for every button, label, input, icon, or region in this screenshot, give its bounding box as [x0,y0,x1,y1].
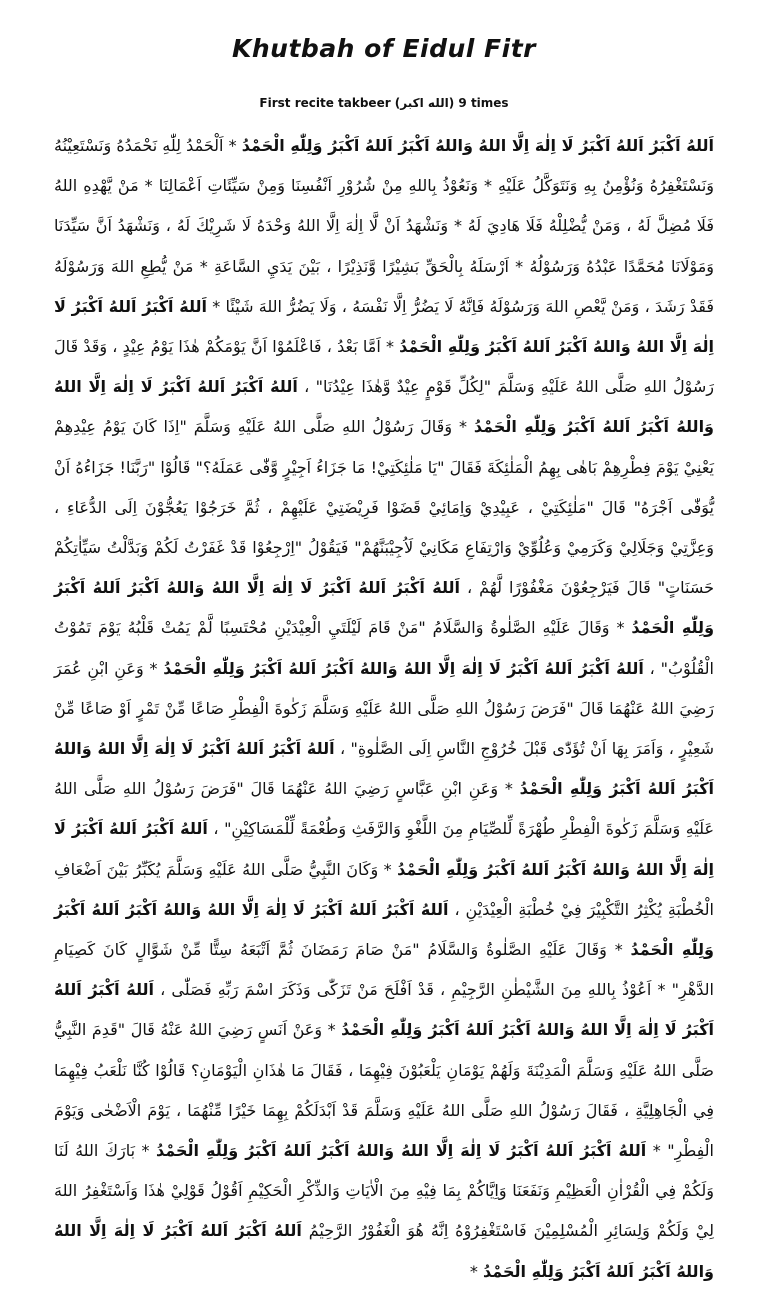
instruction-subtitle: First recite takbeer (الله اكبر) 9 times [259,96,509,110]
khutbah-passage: * اَلْحَمْدُ لِلّٰهِ نَحْمَدُهُ وَنَسْتَعِيْنُهُ وَنَسْتَغْفِرُهُ وَنُؤْمِنُ بِهِ وَنَتَوَكَّلُ عَلَيْهِ * وَنَعُوْذُ بِاللهِ مِنْ شُرُوْرِ اَنْفُسِنَا وَمِنْ سَيِّئَاتِ اَعْمَالِنَا * مَنْ يَّهْدِهِ اللهُ فَلَا مُضِلَّ لَهُ ، وَمَنْ يُّضْلِلْهُ فَلَا هَادِيَ لَهُ * وَنَشْهَدُ اَنْ لَّا اِلٰهَ اِلَّا اللهُ وَحْدَهُ لَا شَرِيْكَ لَهُ ، وَنَشْهَدُ اَنَّ سَيِّدَنَا وَمَوْلَانَا مُحَمَّدًا عَبْدُهُ وَرَسُوْلُهُ * اَرْسَلَهُ بِالْحَقِّ بَشِيْرًا وَّنَذِيْرًا ، بَيْنَ يَدَيِ السَّاعَةِ * مَنْ يُّطِعِ اللهَ وَرَسُوْلَهُ فَقَدْ رَشَدَ ، وَمَنْ يَّعْصِ اللهَ وَرَسُوْلَهُ فَاِنَّهُ لَا يَضُرُّ اِلَّا نَفْسَهُ ، وَلَا يَضُرُّ اللهَ شَيْئًا * [54,136,715,316]
takbeer-phrase: اَللهُ اَكْبَرُ اَللهُ اَكْبَرُ لَا اِلٰهَ اِلَّا اللهُ وَاللهُ اَكْبَرُ اَللهُ اَكْبَرُ وَلِلّٰهِ الْحَمْدُ [54,1221,714,1281]
khutbah-passage: * وَكَانَ النَّبِيُّ صَلَّى اللهُ عَلَيْهِ وَسَلَّمَ يُكَبِّرُ بَيْنَ اَضْعَافِ الْخُطْبَةِ يُكْثِرُ التَّكْبِيْرَ فِيْ خُطْبَةِ الْعِيْدَيْنِ ، [54,859,714,919]
takbeer-phrase: اَللهُ اَكْبَرُ اَللهُ اَكْبَرُ لَا اِلٰهَ اِلَّا اللهُ وَاللهُ اَكْبَرُ اَللهُ اَكْبَرُ وَلِلّٰهِ الْحَمْدُ [163,658,644,678]
khutbah-passage: * وَقَالَ رَسُوْلُ اللهِ صَلَّى اللهُ عَلَيْهِ وَسَلَّمَ "اِذَا كَانَ يَوْمُ عِيْدِهِمْ يَعْنِيْ يَوْمَ فِطْرِهِمْ بَاهٰى بِهِمُ الْمَلٰئِكَةَ فَقَالَ "يَا مَلٰئِكَتِيْ! مَا جَزَاءُ اَجِيْرٍ وَّفّٰى عَمَلَهُ؟" قَالُوْا "رَبَّنَا! جَزَاءُهُ اَنْ يُّوَفّٰى اَجْرَهُ" قَالَ "مَلٰئِكَتِيْ ، عَبِيْدِيْ وَاِمَائِيْ قَضَوْا فَرِيْضَتِيْ عَلَيْهِمْ ، ثُمَّ خَرَجُوْا يَعُجُّوْنَ اِلَى الدُّعَاءِ ، وَعِزَّتِيْ وَجَلَالِيْ وَكَرَمِيْ وَعُلُوِّيْ وَارْتِفَاعِ مَكَانِيْ لَاُجِيْبَنَّهُمْ" فَيَقُوْلُ "اِرْجِعُوْا قَدْ غَفَرْتُ لَكُمْ وَبَدَّلْتُ سَيِّاٰتِكُمْ حَسَنَاتٍ" قَالَ فَيَرْجِعُوْنَ مَغْفُوْرًا لَّهُمْ ، [54,417,715,598]
takbeer-phrase: اَللهُ اَكْبَرُ اَللهُ اَكْبَرُ لَا اِلٰهَ اِلَّا اللهُ وَاللهُ اَكْبَرُ اَللهُ اَكْبَرُ وَلِلّٰهِ الْحَمْدُ [54,899,715,960]
khutbah-passage: * [469,1261,484,1281]
takbeer-phrase: اَللهُ اَكْبَرُ اَللهُ اَكْبَرُ لَا اِلٰهَ اِلَّا اللهُ وَاللهُ اَكْبَرُ اَللهُ اَكْبَرُ وَلِلّٰهِ الْحَمْدُ [241,136,714,155]
takbeer-phrase: اَللهُ اَكْبَرُ اَللهُ اَكْبَرُ لَا اِلٰهَ اِلَّا اللهُ وَاللهُ اَكْبَرُ اَللهُ اَكْبَرُ وَلِلّٰهِ الْحَمْدُ [54,296,714,357]
takbeer-phrase: اَللهُ اَكْبَرُ اَللهُ اَكْبَرُ لَا اِلٰهَ اِلَّا اللهُ وَاللهُ اَكْبَرُ اَللهُ اَكْبَرُ وَلِلّٰهِ الْحَمْدُ [54,377,714,437]
page-title: Khutbah of Eidul Fitr [232,34,536,63]
khutbah-passage: * وَعَنْ اَنَسٍ رَضِيَ اللهُ عَنْهُ قَالَ "قَدِمَ النَّبِيُّ صَلَّى اللهُ عَلَيْهِ وَسَلَّمَ الْمَدِيْنَةَ وَلَهُمْ يَوْمَانِ يَلْعَبُوْنَ فِيْهِمَا ، فَقَالَ مَا هٰذَانِ الْيَوْمَانِ؟ قَالُوْا كُنَّا نَلْعَبُ فِيْهِمَا فِي الْجَاهِلِيَّةِ ، فَقَالَ رَسُوْلُ اللهِ صَلَّى اللهُ عَلَيْهِ وَسَلَّمَ قَدْ اَبْدَلَكُمْ بِهِمَا خَيْرًا مِّنْهُمَا ، يَوْمَ الْاَضْحٰى وَيَوْمَ الْفِطْرِ" * [54,1020,715,1161]
takbeer-phrase: اَللهُ اَكْبَرُ اَللهُ اَكْبَرُ لَا اِلٰهَ اِلَّا اللهُ وَاللهُ اَكْبَرُ اَللهُ اَكْبَرُ وَلِلّٰهِ الْحَمْدُ [156,1141,647,1161]
takbeer-phrase: اَللهُ اَكْبَرُ اَللهُ اَكْبَرُ لَا اِلٰهَ اِلَّا اللهُ وَاللهُ اَكْبَرُ اَللهُ اَكْبَرُ وَلِلّٰهِ الْحَمْدُ [54,819,714,879]
khutbah-passage: * وَقَالَ عَلَيْهِ الصَّلٰوةُ وَالسَّلَامُ "مَنْ صَامَ رَمَضَانَ ثُمَّ اَتْبَعَهُ سِتًّا مِّنْ شَوَّالٍ كَانَ كَصِيَامِ الدَّهْرِ" * اَعُوْذُ بِاللهِ مِنَ الشَّيْطٰنِ الرَّجِيْمِ ، قَدْ اَفْلَحَ مَنْ تَزَكّٰى وَذَكَرَ اسْمَ رَبِّهِ فَصَلّٰى ، [54,940,714,1000]
khutbah-passage: * اَمَّا بَعْدُ ، فَاعْلَمُوْا اَنَّ يَوْمَكُمْ هٰذَا يَوْمُ عِيْدٍ ، وَقَدْ قَالَ رَسُوْلُ اللهِ صَلَّى اللهُ عَلَيْهِ وَسَلَّمَ "لِكُلِّ قَوْمٍ عِيْدٌ وَّهٰذَا عِيْدُنَا" ، [54,337,715,397]
takbeer-phrase: اَللهُ اَكْبَرُ اَللهُ اَكْبَرُ لَا اِلٰهَ اِلَّا اللهُ وَاللهُ اَكْبَرُ اَللهُ اَكْبَرُ وَلِلّٰهِ الْحَمْدُ [54,980,714,1040]
khutbah-passage: * بَارَكَ اللهُ لَنَا وَلَكُمْ فِي الْقُرْاٰنِ الْعَظِيْمِ وَنَفَعَنَا وَاِيَّاكُمْ بِمَا فِيْهِ مِنَ الْاٰيَاتِ وَالذِّكْرِ الْحَكِيْمِ اَقُوْلُ قَوْلِيْ هٰذَا وَاَسْتَغْفِرُ اللهَ لِيْ وَلَكُمْ وَلِسَائِرِ الْمُسْلِمِيْنَ فَاسْتَغْفِرُوْهُ اِنَّهُ هُوَ الْغَفُوْرُ الرَّحِيْمُ [54,1141,714,1241]
khutbah-text [54,126,715,1281]
khutbah-passage: * وَعَنِ ابْنِ عُمَرَ رَضِيَ اللهُ عَنْهُمَا قَالَ "فَرَضَ رَسُوْلُ اللهِ صَلَّى اللهُ عَلَيْهِ وَسَلَّمَ زَكٰوةَ الْفِطْرِ صَاعًا مِّنْ تَمْرٍ اَوْ صَاعًا مِّنْ شَعِيْرٍ ، وَاَمَرَ بِهَا اَنْ تُؤَدّٰى قَبْلَ خُرُوْجِ النَّاسِ اِلَى الصَّلٰوةِ" ، [54,658,714,759]
takbeer-phrase: اَللهُ اَكْبَرُ اَللهُ اَكْبَرُ لَا اِلٰهَ اِلَّا اللهُ وَاللهُ اَكْبَرُ اَللهُ اَكْبَرُ وَلِلّٰهِ الْحَمْدُ [54,739,714,799]
khutbah-passage: * وَعَنِ ابْنِ عَبَّاسٍ رَضِيَ اللهُ عَنْهُمَا قَالَ "فَرَضَ رَسُوْلُ اللهِ صَلَّى اللهُ عَلَيْهِ وَسَلَّمَ زَكٰوةَ الْفِطْرِ طُهْرَةً لِّلصِّيَامِ مِنَ اللَّغْوِ وَالرَّفَثِ وَطُعْمَةً لِّلْمَسَاكِيْنِ" ، [54,779,714,839]
khutbah-passage: * وَقَالَ عَلَيْهِ الصَّلٰوةُ وَالسَّلَامُ "مَنْ قَامَ لَيْلَتَيِ الْعِيْدَيْنِ مُحْتَسِبًا لَّمْ يَمُتْ قَلْبُهُ يَوْمَ تَمُوْتُ الْقُلُوْبُ" ، [54,618,715,678]
takbeer-phrase: اَللهُ اَكْبَرُ اَللهُ اَكْبَرُ لَا اِلٰهَ اِلَّا اللهُ وَاللهُ اَكْبَرُ اَللهُ اَكْبَرُ وَلِلّٰهِ الْحَمْدُ [54,578,715,638]
